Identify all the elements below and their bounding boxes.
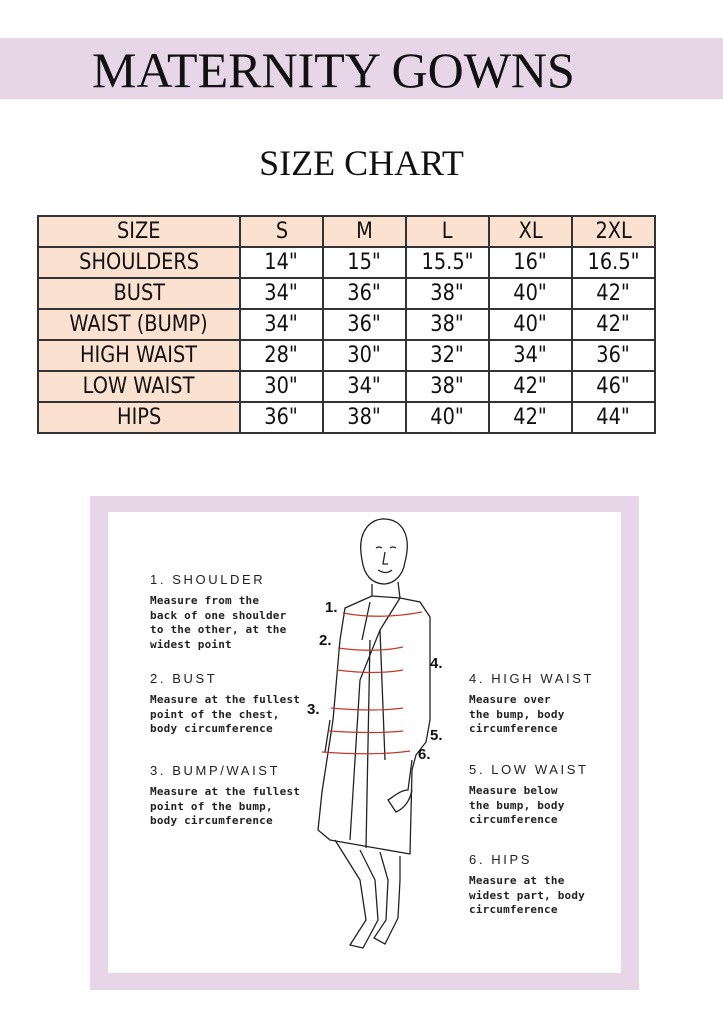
section-text: to the other, at the — [150, 623, 287, 636]
header-cell: SIZE — [38, 216, 240, 247]
section-text: point of the bump, — [150, 799, 273, 813]
row-label: HIPS — [38, 402, 240, 433]
marker-3: 3. — [307, 701, 320, 718]
size-value-cell: 38" — [406, 278, 489, 309]
size-value-cell: 42" — [572, 278, 655, 309]
section-text: body circumference — [150, 814, 273, 827]
size-value-cell: 16" — [489, 247, 572, 278]
size-value-cell: 44" — [572, 402, 655, 433]
size-value-cell: 40" — [489, 309, 572, 340]
section-text: Measure at the fullest — [150, 693, 301, 706]
row-label: LOW WAIST — [38, 371, 240, 402]
section-title: 3. BUMP/WAIST — [150, 763, 281, 778]
marker-2: 2. — [319, 632, 332, 649]
size-value-cell: 46" — [572, 371, 655, 402]
section-text: Measure below — [469, 784, 558, 797]
row-label: HIGH WAIST — [38, 340, 240, 371]
section-text: Measure from the — [150, 594, 260, 607]
section-title: 6. HIPS — [469, 852, 532, 867]
section-text: circumference — [469, 722, 558, 735]
size-value-cell: 15" — [323, 247, 406, 278]
size-value-cell: 38" — [323, 402, 406, 433]
size-value-cell: 28" — [240, 340, 323, 371]
size-value-cell: 34" — [489, 340, 572, 371]
size-value-cell: 36" — [323, 309, 406, 340]
section-title: 1. SHOULDER — [150, 572, 266, 587]
section-text: back of one shoulder — [150, 608, 287, 622]
size-value-cell: 40" — [406, 402, 489, 433]
section-title: 2. BUST — [150, 671, 218, 686]
size-value-cell: 40" — [489, 278, 572, 309]
size-value-cell: 34" — [240, 278, 323, 309]
section-text: Measure at the — [469, 874, 565, 887]
size-value-cell: 42" — [489, 371, 572, 402]
size-value-cell: 34" — [323, 371, 406, 402]
size-value-cell: 14" — [240, 247, 323, 278]
size-value-cell: 34" — [240, 309, 323, 340]
page-title: MATERNITY GOWNS — [92, 42, 575, 98]
size-value-cell: 32" — [406, 340, 489, 371]
size-value-cell: 30" — [323, 340, 406, 371]
size-value-cell: 30" — [240, 371, 323, 402]
body-outline — [318, 519, 430, 948]
size-value-cell: 16.5" — [572, 247, 655, 278]
row-label: SHOULDERS — [38, 247, 240, 278]
section-title: 4. HIGH WAIST — [469, 671, 595, 686]
size-value-cell: 38" — [406, 371, 489, 402]
marker-4: 4. — [430, 655, 443, 672]
section-text: point of the chest, — [150, 707, 280, 721]
size-value-cell: 42" — [489, 402, 572, 433]
hips-line — [322, 751, 410, 754]
section-text: Measure at the fullest — [150, 785, 301, 798]
section-text: circumference — [469, 903, 558, 916]
section-text: widest part, body — [469, 888, 585, 902]
measurement-lines — [322, 612, 422, 754]
section-text: Measure over — [469, 693, 551, 706]
marker-5: 5. — [430, 727, 443, 744]
size-value-cell: 15.5" — [406, 247, 489, 278]
section-text: widest point — [150, 637, 232, 651]
row-label: WAIST (BUMP) — [38, 309, 240, 340]
marker-6: 6. — [418, 746, 431, 763]
header-cell: S — [240, 216, 323, 247]
marker-1: 1. — [325, 599, 338, 616]
section-text: body circumference — [150, 722, 273, 735]
section-title: 5. LOW WAIST — [469, 762, 589, 777]
page-subtitle: SIZE CHART — [259, 143, 464, 183]
section-text: the bump, body — [469, 798, 565, 812]
size-value-cell: 42" — [572, 309, 655, 340]
header-cell: 2XL — [572, 216, 655, 247]
header-cell: M — [323, 216, 406, 247]
size-value-cell: 36" — [240, 402, 323, 433]
shoulder-line — [343, 612, 422, 616]
section-text: circumference — [469, 813, 558, 826]
section-text: the bump, body — [469, 707, 565, 721]
low-waist-line — [328, 731, 403, 733]
size-value-cell: 38" — [406, 309, 489, 340]
header-cell: L — [406, 216, 489, 247]
size-value-cell: 36" — [572, 340, 655, 371]
row-label: BUST — [38, 278, 240, 309]
header-cell: XL — [489, 216, 572, 247]
high-waist-line — [331, 708, 403, 710]
size-value-cell: 36" — [323, 278, 406, 309]
